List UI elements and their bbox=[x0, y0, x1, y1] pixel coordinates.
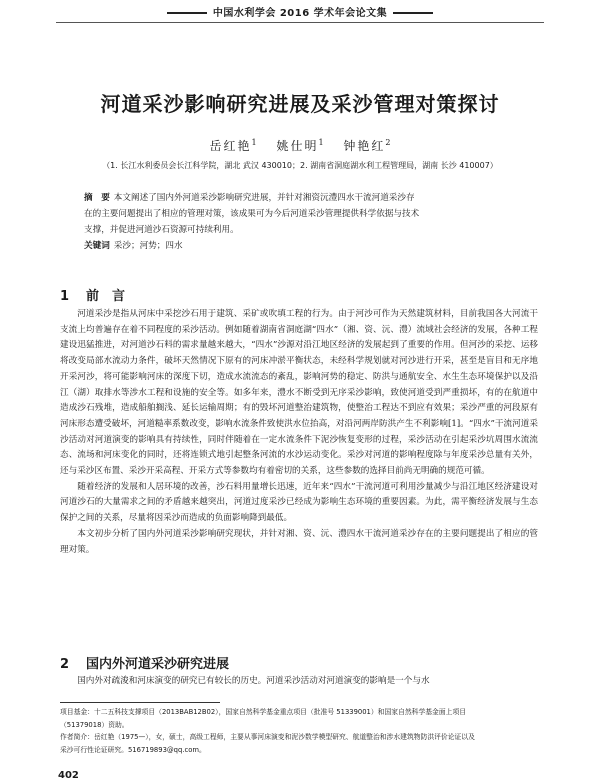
footnote-line: （51379018）资助。 bbox=[60, 720, 129, 729]
abstract-line: 在的主要问题提出了相应的管理对策，该成果可为今后河道采沙管理提供科学依据与技术 bbox=[84, 209, 420, 219]
footnote-line: 作者简介：岳红艳（1975—），女，硕士，高级工程师，主要从事河床演变和泥沙数学模型研究、航道整治和涉水建筑物防洪评价论证以及 bbox=[60, 733, 475, 741]
section-heading-2 bbox=[60, 653, 229, 672]
running-header bbox=[0, 4, 600, 19]
footnote-block bbox=[60, 706, 540, 756]
keywords-line bbox=[84, 238, 524, 254]
page-number: 402 bbox=[58, 770, 79, 781]
author-affil-mark: 1 bbox=[251, 138, 257, 147]
author-list bbox=[0, 137, 600, 154]
header-text: 中国水利学会 2016 学术年会论文集 bbox=[212, 8, 388, 19]
footnote-line: 采沙可行性论证研究。516719893@qq.com。 bbox=[60, 745, 206, 754]
section-number: 1 bbox=[60, 289, 70, 304]
section-2-body bbox=[60, 674, 538, 690]
body-paragraph: 河道采沙是指从河床中采挖沙石用于建筑、采矿或吹填工程的行为。由于河沙可作为天然建筑材料，目前我国各大河流干支流上均普遍存在着不同程度的采沙活动。例如随着湖南省洞庭湖“四水”（湘、资、沅、澧）流域社会经济的发展，各种工程建设迅猛推进，对河道沙石料的需求量越来越大，“四水”沙源对沿江地区经济的发展起到了重要的作用。但河沙的采挖、运移将改变局部水流动力条件，破坏天然情况下原有的河床冲淤平衡状态，未经科学规划就对河沙进行开采，甚至是盲目和无序地开采河沙，将可能影响河床的深度下切，造成水流流态的紊乱，影响河势的稳定、防洪与通航安全、水生生态环境保护以及沿江（湖）取排水等涉水工程和设施的安全等。如多年来，澧水不断受到无序采沙影响，致使河道受到严重损坏，有的在航道中造成沙石残堆，造成船舶搁浅、延长运输周期；有的毁坏河道整治建筑物，使整治工程达不到应有效果；采沙严重的河段原有河床形态遭受破坏，河道糙率系数改变，影响水流条件致使洪水位抬高，对沿河两岸防洪产生不利影响[1]。“四水”干流河道采沙活动对河道演变的影响具有持续性，同时伴随着在一定水流条件下泥沙恢复变形的过程，采沙活动在引起采沙坑周围水流流态、流场和河床变化的同时，还将连锁式地引起整条河流的水沙运动变化。采沙对河道的影响程度除与年度采沙总量有关外，还与采沙区布置、采沙开采高程、开采方式等参数均有着密切的关系，这些参数的选择目前尚无明确的规范可循。 bbox=[60, 309, 538, 477]
author-name: 岳红艳 bbox=[209, 139, 252, 153]
header-bar-right bbox=[393, 12, 433, 14]
author-name: 姚仕明 bbox=[276, 139, 319, 153]
section-number: 2 bbox=[60, 657, 70, 672]
section-heading-1 bbox=[60, 285, 125, 304]
section-title: 前 言 bbox=[86, 289, 126, 304]
keywords-text: 采沙；河势；四水 bbox=[113, 241, 183, 251]
abstract-label: 摘 要 bbox=[84, 193, 110, 203]
abstract-line: 支撑，并促进河道沙石资源可持续利用。 bbox=[84, 225, 239, 235]
author-name: 钟艳红 bbox=[343, 139, 386, 153]
footnote-rule bbox=[60, 702, 220, 703]
abstract-text: 本文阐述了国内外河道采沙影响研究进展，并针对湘资沅澧四水干流河道采沙存 bbox=[113, 193, 415, 203]
section-1-body bbox=[60, 307, 538, 558]
paper-title: 河道采沙影响研究进展及采沙管理对策探讨 bbox=[100, 92, 500, 116]
header-bar-left bbox=[167, 12, 207, 14]
body-paragraph: 本文初步分析了国内外河道采沙影响研究现状，并针对湘、资、沅、澧四水干流河道采沙存在的主要问题提出了相应的管理对策。 bbox=[60, 528, 538, 555]
affiliation: （1. 长江水利委员会长江科学院，湖北 武汉 430010；2. 湖南省洞庭湖水利工程管理局，湖南 长沙 410007） bbox=[102, 161, 498, 170]
body-paragraph: 国内外对疏浚和河床演变的研究已有较长的历史。河道采沙活动对河道演变的影响是一个与水 bbox=[77, 676, 430, 686]
body-paragraph: 随着经济的发展和人居环境的改善，沙石料用量增长迅速，近年来“四水”干流河道可利用沙量减少与沿江地区经济建设对河道沙石的大量需求之间的矛盾越来越突出，河道过度采沙已经成为影响生态环境的重要因素。为此，需平衡经济发展与生态保护之间的关系，尽量将因采沙而造成的负面影响降到最低。 bbox=[60, 481, 538, 524]
header-rule bbox=[56, 22, 544, 23]
footnote-line: 项目基金：十二五科技支撑项目（2013BAB12B02），国家自然科学基金重点项目（批准号 51339001）和国家自然科学基金面上项目 bbox=[60, 708, 467, 716]
author-affil-mark: 2 bbox=[385, 138, 391, 147]
author-affil-mark: 1 bbox=[318, 138, 324, 147]
abstract-block bbox=[84, 190, 524, 254]
abstract-line bbox=[84, 190, 524, 206]
keywords-label: 关键词 bbox=[84, 241, 110, 251]
section-title: 国内外河道采沙研究进展 bbox=[86, 657, 230, 672]
